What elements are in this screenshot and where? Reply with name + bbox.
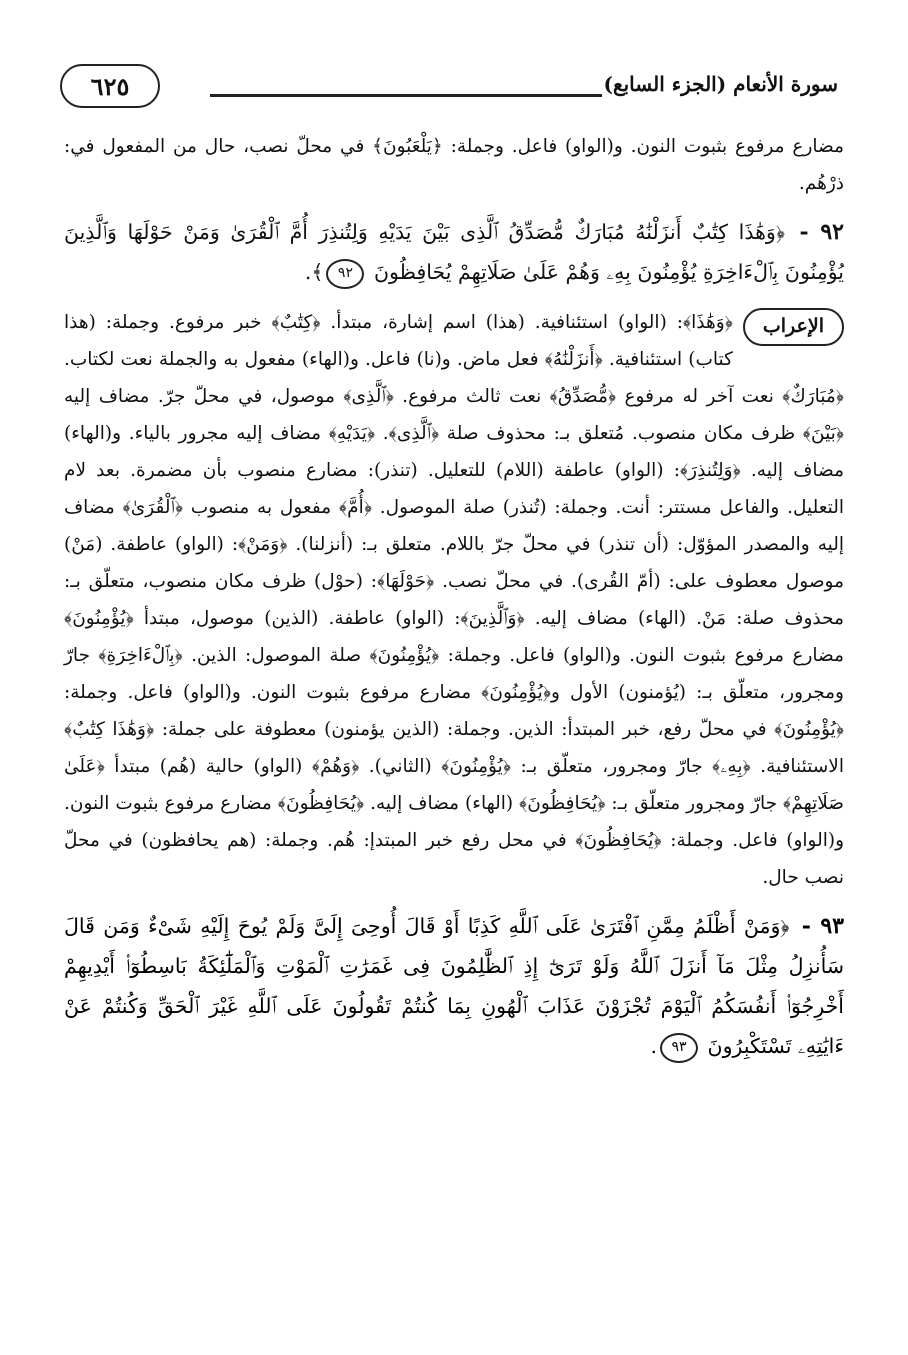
verse-text: ﴿وَهَٰذَا كِتَٰبٌ أَنزَلْنَٰهُ مُبَارَكٌ مُّصَدِّقُ ٱلَّذِى بَيْنَ يَدَيْهِ وَلِتُنذِرَ أُمَّ ٱلْقُرَىٰ وَمَنْ حَوْلَهَا وَٱلَّذِينَ يُؤْمِنُونَ بِٱلْءَاخِرَةِ يُؤْمِنُونَ بِهِۦ وَهُمْ عَلَىٰ صَلَاتِهِمْ يُحَافِظُونَ (64, 220, 844, 284)
header-divider (210, 94, 602, 97)
running-title: سورة الأنعام (الجزء السابع) (603, 72, 838, 96)
i3rab-label: الإعراب (743, 308, 844, 346)
verse-number: ٩٢ - (799, 219, 844, 245)
verse-closing: . (650, 1034, 657, 1058)
page-body (64, 128, 844, 1078)
page-number: ٦٢٥ (60, 64, 160, 108)
page-header (60, 58, 838, 114)
verse-number: ٩٣ - (801, 913, 844, 939)
verse-93 (64, 906, 844, 1066)
intro-paragraph: مضارع مرفوع بثبوت النون. و(الواو) فاعل. وجملة: ﴿يَلْعَبُونَ﴾ في محلّ نصب، حال من المفعول في: ذرْهُم. (64, 136, 844, 194)
i3rab-text: ﴿وَهَٰذَا﴾: (الواو) استئنافية. (هذا) اسم إشارة، مبتدأ. ﴿كِتَٰبٌ﴾ خبر مرفوع. وجملة: (هذا كتاب) استئنافية. ﴿أَنزَلْنَٰهُ﴾ فعل ماض. و(نا) فاعل. و(الهاء) مفعول به والجملة نعت لكتاب. ﴿مُبَارَكٌ﴾ نعت آخر له مرفوع ﴿مُّصَدِّقُ﴾ نعت ثالث مرفوع. ﴿ٱلَّذِى﴾ موصول، في محلّ جرّ. مضاف إليه ﴿بَيْنَ﴾ ظرف مكان منصوب. مُتعلق بـ: محذوف صلة ﴿ٱلَّذِى﴾. ﴿يَدَيْهِ﴾ مضاف إليه مجرور بالياء. و(الهاء) مضاف إليه. ﴿وَلِتُنذِرَ﴾: (الواو) عاطفة (اللام) للتعليل. (تنذر): مضارع منصوب بأن مضمرة. بعد لام التعليل. والفاعل مستتر: أنت. وجملة: (تُنذر) صلة الموصول. ﴿أُمَّ﴾ مفعول به منصوب ﴿ٱلْقُرَىٰ﴾ مضاف إليه والمصدر المؤوّل: (أن تنذر) في محلّ جرّ باللام. متعلق بـ: (أنزلنا). ﴿وَمَنْ﴾: (الواو) عاطفة. (مَنْ) موصول معطوف على: (أمّ القُرى). في محلّ نصب. ﴿حَوْلَهَا﴾: (حوْل) ظرف مكان منصوب، متعلّق بـ: محذوف صلة: مَنْ. (الهاء) مضاف إليه. ﴿وَٱلَّذِينَ﴾: (الواو) عاطفة. (الذين) موصول، مبتدأ ﴿يُؤْمِنُونَ﴾ مضارع مرفوع بثبوت النون. و(الواو) فاعل. وجملة: ﴿يُؤْمِنُونَ﴾ صلة الموصول: الذين. ﴿بِٱلْءَاخِرَةِ﴾ جارّ ومجرور، متعلّق بـ: (يُؤمنون) الأول و﴿يُؤْمِنُونَ﴾ مضارع مرفوع بثبوت النون. و(الواو) فاعل. وجملة: ﴿يُؤْمِنُونَ﴾ في محلّ رفع، خبر المبتدأ: الذين. وجملة: (الذين يؤمنون) معطوفة على جملة: ﴿وَهَٰذَا كِتَٰبٌ﴾ الاستئنافية. ﴿بِهِۦ﴾ جارّ ومجرور، متعلّق بـ: ﴿يُؤْمِنُونَ﴾ (الثاني). ﴿وَهُمْ﴾ (الواو) حالية (هُم) مبتدأ ﴿عَلَىٰ صَلَاتِهِمْ﴾ جارّ ومجرور متعلّق بـ: ﴿يُحَافِظُونَ﴾ (الهاء) مضاف إليه. ﴿يُحَافِظُونَ﴾ مضارع مرفوع بثبوت النون. و(الواو) فاعل. وجملة: ﴿يُحَافِظُونَ﴾ في محل رفع خبر المبتدإ: هُم. وجملة: (هم يحافظون) في محلّ نصب حال. (64, 312, 844, 888)
verse-closing: ﴾. (304, 260, 324, 284)
i3rab-section (64, 304, 844, 896)
verse-92 (64, 212, 844, 292)
verse-text: ﴿وَمَنْ أَظْلَمُ مِمَّنِ ٱفْتَرَىٰ عَلَى ٱللَّهِ كَذِبًا أَوْ قَالَ أُوحِىَ إِلَىَّ وَلَمْ يُوحَ إِلَيْهِ شَىْءٌ وَمَن قَالَ سَأُنزِلُ مِثْلَ مَآ أَنزَلَ ٱللَّهُ وَلَوْ تَرَىٰٓ إِذِ ٱلظَّٰلِمُونَ فِى غَمَرَٰتِ ٱلْمَوْتِ وَٱلْمَلَٰٓئِكَةُ بَاسِطُوٓا۟ أَيْدِيهِمْ أَخْرِجُوٓا۟ أَنفُسَكُمُ ٱلْيَوْمَ تُجْزَوْنَ عَذَابَ ٱلْهُونِ بِمَا كُنتُمْ تَقُولُونَ عَلَى ٱللَّهِ غَيْرَ ٱلْحَقِّ وَكُنتُمْ عَنْ ءَايَٰتِهِۦ تَسْتَكْبِرُونَ (64, 914, 844, 1058)
ayah-end-marker: ٩٢ (326, 259, 364, 289)
ayah-end-marker: ٩٣ (660, 1033, 698, 1063)
